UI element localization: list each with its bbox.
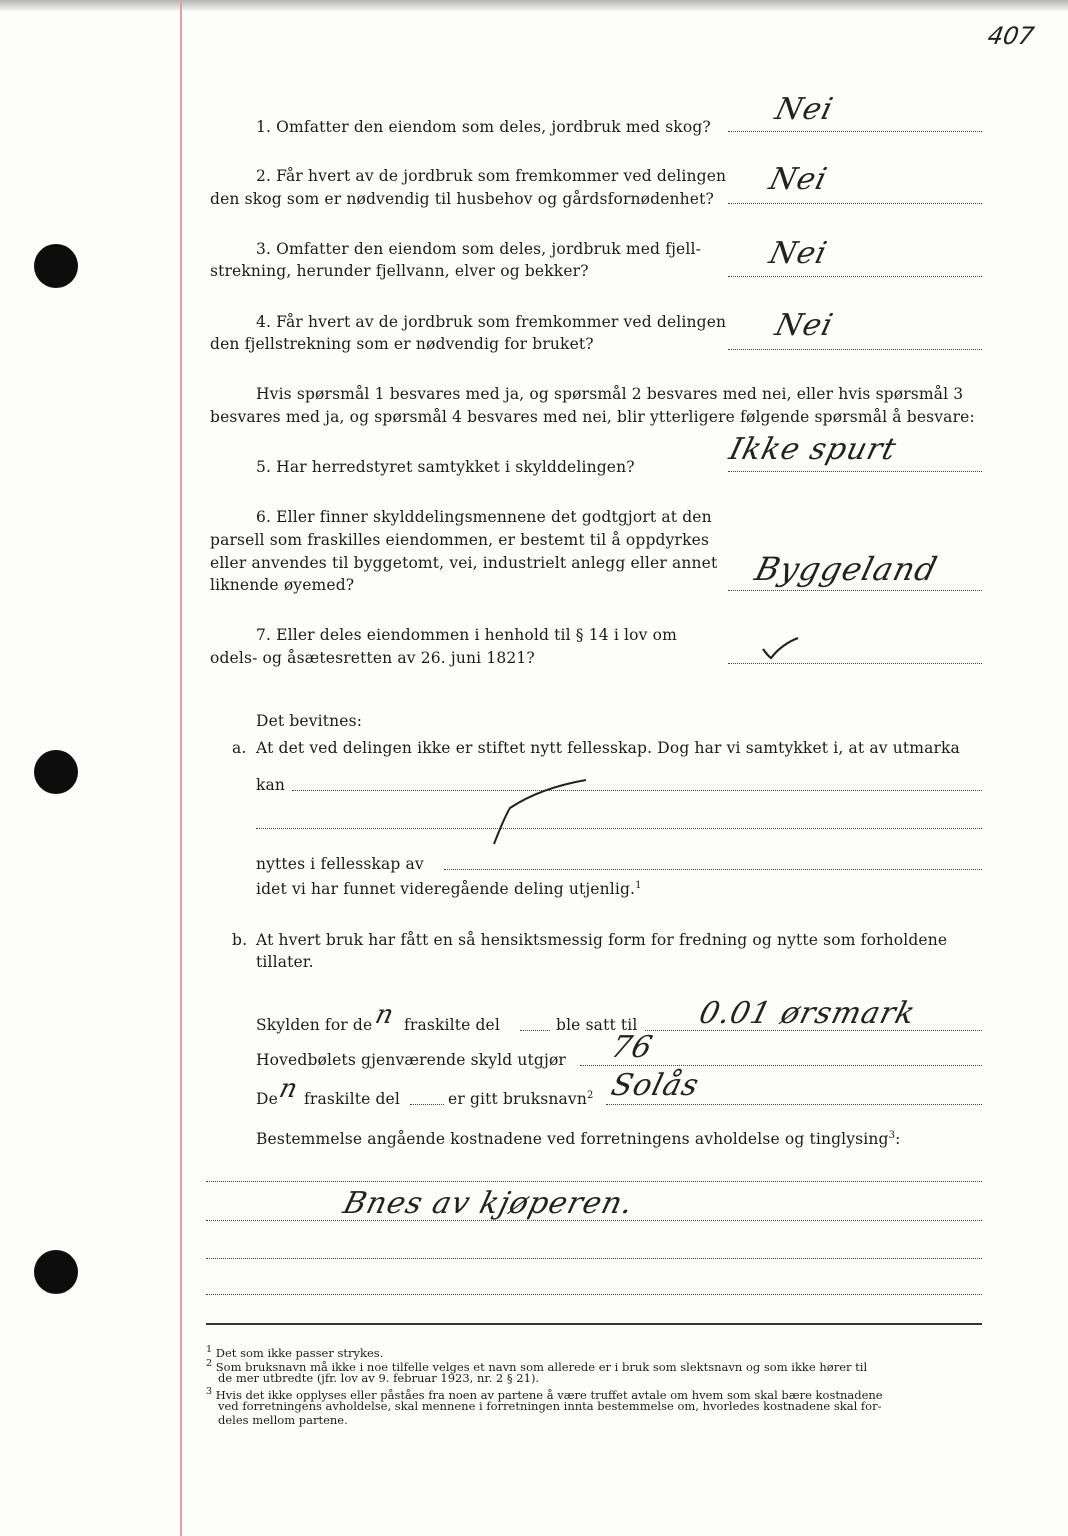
question-2-line-1: 2. Får hvert av de jordbruk som fremkommer ved delingen — [256, 167, 727, 185]
cost-line-1 — [206, 1181, 982, 1182]
skyld-line-1-dots-1 — [520, 1030, 550, 1031]
question-3-line-1: 3. Omfatter den eiendom som deles, jordbruk med fjell- — [256, 240, 701, 258]
answer-1-line — [728, 131, 982, 132]
question-3-line-2: strekning, herunder fjellvann, elver og bekker? — [210, 262, 589, 280]
answer-3: Nei — [765, 236, 831, 271]
answer-2: Nei — [765, 162, 831, 197]
skyld-line-3-c: er gitt bruksnavn$^2$ — [448, 1089, 594, 1108]
attest-a-text: At det ved delingen ikke er stiftet nytt fellesskap. Dog har vi samtykket i, at av utmarka — [256, 739, 960, 757]
skyld-line-1-b: fraskilte del — [404, 1016, 500, 1034]
question-7-line-1: 7. Eller deles eiendommen i henhold til § 14 i lov om — [256, 626, 677, 644]
question-6-line-4: liknende øyemed? — [210, 576, 355, 594]
footnote-2-line-1: $^2$ Som bruksnavn må ikke i noe tilfelle velges et navn som allerede er i bruk som slektsnavn og som ikke hører til — [206, 1358, 868, 1374]
attest-idet-text: idet vi har funnet videregående deling utjenlig.$^1$ — [256, 879, 642, 898]
attest-nyttes-label: nyttes i fellesskap av — [256, 855, 424, 873]
page-number: 407 — [985, 22, 1037, 50]
attest-a-label: a. — [232, 739, 247, 757]
cost-answer: Bnes av kjøperen. — [339, 1186, 638, 1221]
question-6-line-2: parsell som fraskilles eiendommen, er bestemt til å oppdyrkes — [210, 531, 710, 549]
footnote-3-line-3: deles mellom partene. — [218, 1413, 348, 1427]
nyttes-line — [444, 869, 982, 870]
question-7-line-2: odels- og åsætesretten av 26. juni 1821? — [210, 649, 535, 667]
footnote-ref-3: 3 — [888, 1129, 896, 1141]
question-1-line-1: 1. Omfatter den eiendom som deles, jordbruk med skog? — [256, 118, 711, 136]
skyld-line-2-dots — [580, 1065, 982, 1066]
skyld-line-3-handwritten: n — [276, 1074, 302, 1104]
question-5-line-1: 5. Har herredstyret samtykket i skylddelingen? — [256, 458, 635, 476]
answer-3-line — [728, 276, 982, 277]
answer-6-line — [728, 590, 982, 591]
answer-1: Nei — [771, 92, 837, 127]
footnote-3-line-1: $^3$ Hvis det ikke opplyses eller påståes fra noen av partene å være truffet avtale om hvem som skal bære kostnadene — [206, 1386, 883, 1402]
answer-4: Nei — [771, 308, 837, 343]
question-6-line-1: 6. Eller finner skylddelingsmennene det godtgjort at den — [256, 508, 712, 526]
answer-4-line — [728, 349, 982, 350]
answer-5: Ikke spurt — [725, 432, 901, 467]
attest-b-label: b. — [232, 931, 248, 949]
skyld-value: 0.01 ørsmark — [695, 996, 920, 1031]
answer-7-line — [728, 663, 982, 664]
punch-hole-top — [34, 244, 78, 288]
cost-line-2 — [206, 1220, 982, 1221]
remaining-skyld-value: 76 — [607, 1030, 657, 1065]
attest-b-text-1: At hvert bruk har fått en så hensiktsmessig form for fredning og nytte som forholdene — [256, 931, 948, 949]
question-2-line-2: den skog som er nødvendig til husbehov og gårdsfornødenhet? — [210, 190, 714, 208]
answer-6: Byggeland — [751, 550, 942, 588]
condition-line-2: besvares med ja, og spørsmål 4 besvares med nei, blir ytterligere følgende spørsmål å besvare: — [210, 408, 975, 426]
question-4-line-2: den fjellstrekning som er nødvendig for bruket? — [210, 335, 594, 353]
attest-heading: Det bevitnes: — [256, 712, 363, 730]
scan-edge — [0, 0, 1068, 12]
punch-hole-bottom — [34, 1250, 78, 1294]
question-4-line-1: 4. Får hvert av de jordbruk som fremkommer ved delingen — [256, 313, 727, 331]
footnote-2-line-2: de mer utbredte (jfr. lov av 9. februar 1923, nr. 2 § 21). — [218, 1371, 540, 1385]
skyld-line-1-c: ble satt til — [556, 1016, 638, 1034]
kan-line-2 — [256, 828, 982, 829]
kan-line — [292, 790, 982, 791]
skyld-line-1-handwritten: n — [372, 1000, 398, 1030]
skyld-line-4-label: Bestemmelse angående kostnadene ved forretningens avholdelse og tinglysing$^3$: — [256, 1129, 901, 1148]
attest-kan-label: kan — [256, 776, 286, 794]
margin-line — [180, 0, 182, 1536]
farm-name-value: Solås — [607, 1068, 703, 1103]
skyld-line-3-dots-1 — [410, 1104, 444, 1105]
cost-line-3 — [206, 1258, 982, 1259]
footnote-1: $^1$ Det som ikke passer strykes. — [206, 1344, 384, 1360]
footnote-3-line-2: ved forretningens avholdelse, skal mennene i forretningen innta bestemmelse om, hvorledes kostnadene skal for- — [218, 1399, 882, 1413]
answer-2-line — [728, 203, 982, 204]
skyld-line-3-b: fraskilte del — [304, 1090, 400, 1108]
attest-b-text-2: tillater. — [256, 953, 314, 971]
strikeout-mark — [490, 778, 590, 850]
punch-hole-middle — [34, 750, 78, 794]
footnote-ref-2: 2 — [586, 1089, 594, 1101]
question-6-line-3: eller anvendes til byggetomt, vei, industrielt anlegg eller annet — [210, 554, 718, 572]
cost-line-4 — [206, 1294, 982, 1295]
skyld-line-2-label: Hovedbølets gjenværende skyld utgjør — [256, 1051, 566, 1069]
footnote-separator — [206, 1323, 982, 1325]
footnote-ref-1: 1 — [635, 879, 642, 891]
answer-7-checkmark — [760, 636, 800, 662]
skyld-line-3-a: De — [256, 1090, 278, 1108]
skyld-line-3-dots-2 — [606, 1104, 982, 1105]
answer-5-line — [728, 471, 982, 472]
skyld-line-1-a: Skylden for de — [256, 1016, 373, 1034]
condition-line-1: Hvis spørsmål 1 besvares med ja, og spørsmål 2 besvares med nei, eller hvis spørsmål 3 — [256, 385, 964, 403]
